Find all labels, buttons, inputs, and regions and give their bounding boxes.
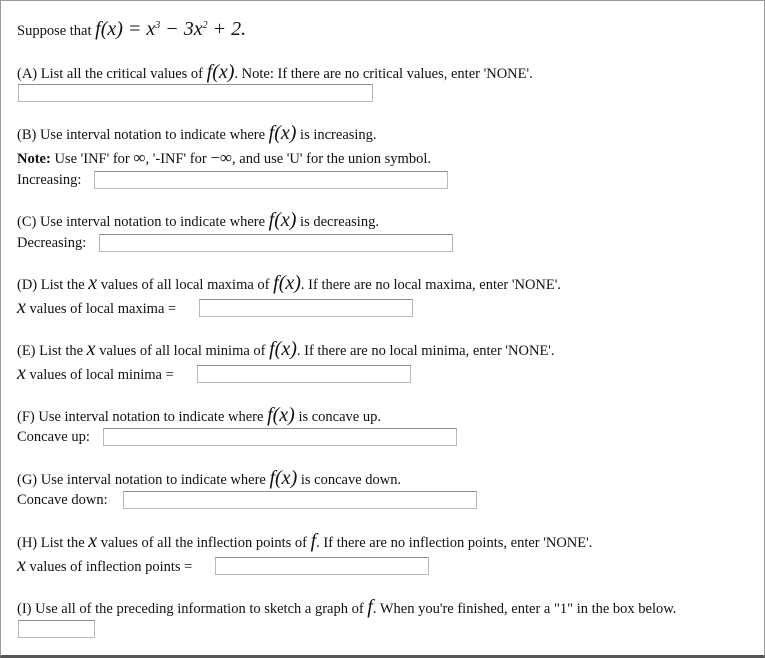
question-a: (A) List all the critical values of f(x). Note: If there are no critical values, enter 'NONE'. — [17, 61, 533, 83]
concave-down-label: Concave down: — [17, 492, 108, 508]
question-g: (G) Use interval notation to indicate where f(x) is concave down. — [17, 467, 402, 489]
inflection-points-label: x values of inflection points = — [17, 554, 193, 576]
local-minima-label: x values of local minima = — [17, 362, 174, 384]
increasing-input[interactable] — [94, 171, 448, 189]
question-h: (H) List the x values of all the inflection points of f. If there are no inflection points, enter 'NONE'. — [17, 530, 593, 552]
concave-up-input[interactable] — [103, 428, 457, 446]
local-maxima-input[interactable] — [199, 299, 413, 317]
decreasing-label: Decreasing: — [17, 235, 87, 251]
concave-up-label: Concave up: — [17, 429, 90, 445]
local-maxima-label: x values of local maxima = — [17, 296, 177, 318]
neg-infinity-symbol: −∞ — [210, 148, 233, 167]
question-i: (I) Use all of the preceding information to sketch a graph of f. When you're finished, enter a "1" in the box below. — [17, 596, 677, 618]
local-minima-input[interactable] — [197, 365, 411, 383]
graph-confirmation-input[interactable] — [18, 620, 95, 638]
question-e: (E) List the x values of all local minima of f(x). If there are no local minima, enter 'NONE'. — [17, 338, 555, 360]
question-b: (B) Use interval notation to indicate where f(x) is increasing. — [17, 122, 377, 144]
question-c: (C) Use interval notation to indicate where f(x) is decreasing. — [17, 209, 379, 231]
interval-notation-note: Note: Use 'INF' for ∞, '-INF' for −∞, and use 'U' for the union symbol. — [17, 148, 431, 167]
function-formula: $f(x) = x^3 - 3x^2 + 2$. — [95, 18, 247, 40]
question-f: (F) Use interval notation to indicate where f(x) is concave up. — [17, 404, 381, 426]
question-d: (D) List the x values of all local maxima of f(x). If there are no local maxima, enter 'NONE'. — [17, 272, 561, 294]
infinity-symbol: ∞ — [133, 148, 146, 167]
decreasing-input[interactable] — [99, 234, 453, 252]
inflection-points-input[interactable] — [215, 557, 429, 575]
concave-down-input[interactable] — [123, 491, 477, 509]
intro-text: Suppose that — [17, 23, 96, 39]
problem-statement — [17, 20, 246, 41]
critical-values-input[interactable] — [18, 84, 373, 102]
increasing-label: Increasing: — [17, 172, 82, 188]
